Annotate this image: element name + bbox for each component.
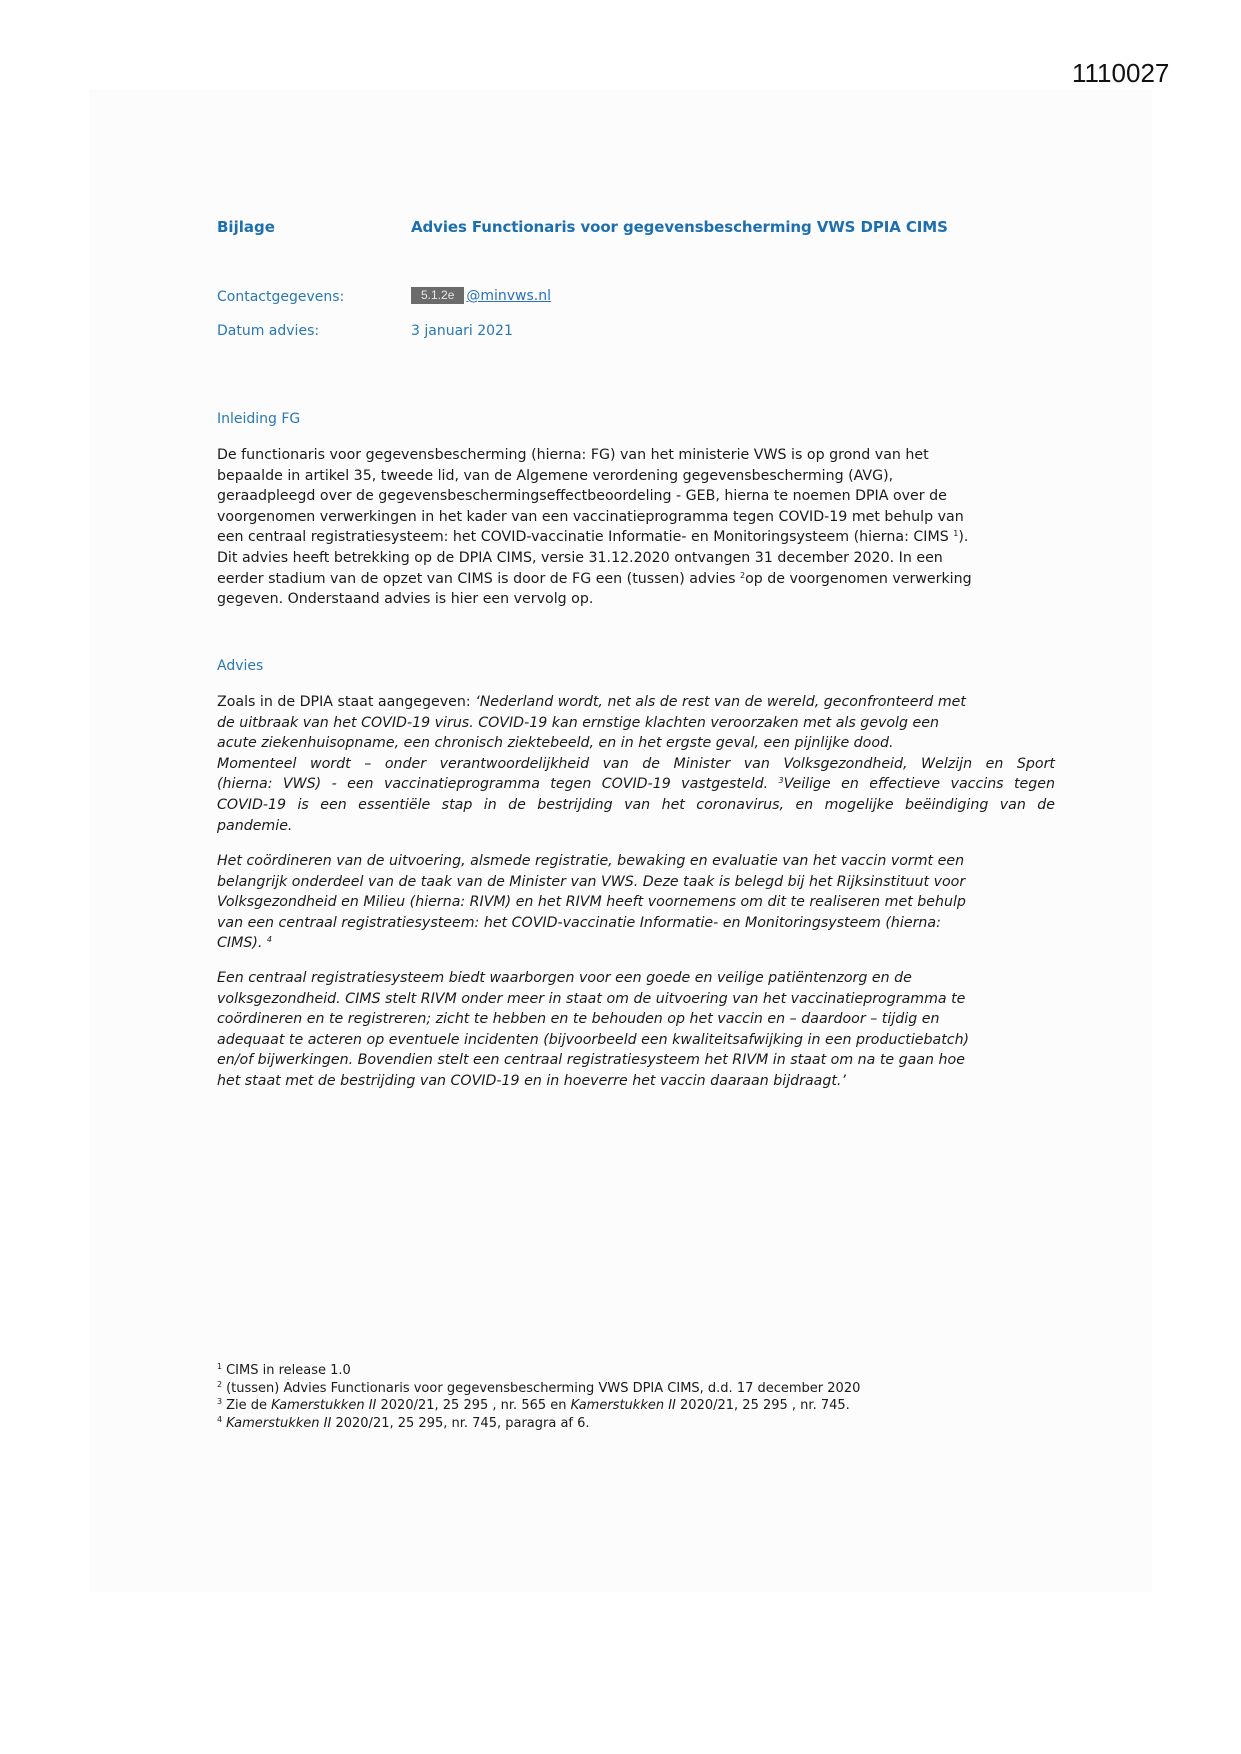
redaction-block: 5.1.2e [411, 287, 464, 304]
text-line: pandemie. [217, 817, 293, 834]
text-span: op de voorgenomen verwerking [745, 570, 972, 587]
text-line: de uitbraak van het COVID-19 virus. COVID-19 kan ernstige klachten veroorzaken met als gevolg een [217, 714, 939, 731]
text-line: voorgenomen verwerkingen in het kader van een vaccinatieprogramma tegen COVID-19 met behulp van [217, 508, 964, 525]
text-line: acute ziekenhuisopname, een chronisch ziektebeeld, en in het ergste geval, een pijnlijke dood. [217, 735, 894, 752]
text-line: van een centraal registratiesysteem: het COVID-vaccinatie Informatie- en Monitoringsysteem (hierna: [217, 914, 941, 931]
text-line [217, 692, 1055, 713]
text-line [217, 569, 1055, 590]
text-line: COVID-19 is een essentiële stap in de bestrijding van het coronavirus, en mogelijke beëindiging van de [217, 796, 1055, 813]
section-title-intro: Inleiding FG [217, 411, 301, 427]
text-line: bepaalde in artikel 35, tweede lid, van de Algemene verordening gegevensbescherming (AVG), [217, 467, 894, 484]
footnote-text: 2020/21, 25 295, nr. 745, paragra af 6. [331, 1415, 590, 1431]
footnote-text: Zie de [226, 1398, 272, 1413]
footnote-ref[interactable]: 1 [953, 529, 959, 539]
text-line: coördineren en te registreren; zicht te hebben en te behouden op het vaccin en – daardoor – tijdig en [217, 1011, 940, 1028]
intro-paragraph [217, 445, 1055, 610]
footnote-number: 1 [217, 1362, 223, 1371]
footnote-3 [217, 1397, 860, 1415]
contact-value [411, 287, 551, 304]
text-span: CIMS). [217, 935, 267, 952]
text-line [217, 527, 1055, 548]
text-line: De functionaris voor gegevensbescherming (hierna: FG) van het ministerie VWS is op grond van het [217, 447, 929, 463]
footnote-1 [217, 1362, 860, 1380]
footnote-ref[interactable]: 4 [266, 935, 272, 945]
footnote-number: 2 [217, 1379, 223, 1389]
footnote-ref[interactable]: 2 [739, 570, 746, 580]
date-value: 3 januari 2021 [411, 323, 513, 339]
text-line [217, 933, 1055, 954]
advies-paragraph-2 [217, 851, 1055, 954]
footnote-number: 3 [217, 1397, 223, 1406]
contact-label: Contactgegevens: [217, 289, 345, 305]
footnote-ref[interactable]: 3 [778, 776, 784, 786]
text-span: (hierna: VWS) - een vaccinatieprogramma tegen COVID-19 vastgesteld. [217, 776, 779, 793]
text-line: geraadpleegd over de gegevensbeschermingseffectbeoordeling - GEB, hierna te noemen DPIA over de [217, 488, 947, 505]
text-line: adequaat te acteren op eventuele incidenten (bijvoorbeeld een kwaliteitsafwijking in een productiebatch) [217, 1031, 970, 1048]
document-number: 1110027 [1072, 58, 1170, 88]
text-line: Dit advies heeft betrekking op de DPIA CIMS, versie 31.12.2020 ontvangen 31 december 2020. In een [217, 549, 943, 566]
text-line: Een centraal registratiesysteem biedt waarborgen voor een goede en veilige patiëntenzorg en de [217, 970, 912, 986]
footnote-citation: Kamerstukken II [570, 1398, 676, 1413]
text-line: Het coördineren van de uitvoering, alsmede registratie, bewaking en evaluatie van het vaccin vormt een [217, 853, 965, 869]
footnote-citation: Kamerstukken II [226, 1415, 332, 1431]
text-line: Volksgezondheid en Milieu (hierna: RIVM) en het RIVM heeft voornemens om dit te realiseren met behulp [217, 894, 966, 911]
footnote-2 [217, 1380, 860, 1398]
footnote-text: (tussen) Advies Functionaris voor gegevensbescherming VWS DPIA CIMS, d.d. 17 december 2020 [226, 1380, 861, 1396]
text-line: Momenteel wordt – onder verantwoordelijkheid van de Minister van Volksgezondheid, Welzijn en Sport [217, 755, 1055, 772]
footnote-4 [217, 1415, 860, 1433]
quote-span: ‘Nederland wordt, net als de rest van de wereld, geconfronteerd met [475, 694, 966, 710]
footnotes [217, 1362, 860, 1432]
footnote-text: 2020/21, 25 295 , nr. 745. [675, 1398, 850, 1413]
text-line: en/of bijwerkingen. Bovendien stelt een centraal registratiesysteem het RIVM in staat om na te gaan hoe [217, 1052, 965, 1069]
text-line: gegeven. Onderstaand advies is hier een vervolg op. [217, 591, 594, 608]
document-title: Advies Functionaris voor gegevensbescherming VWS DPIA CIMS [411, 218, 948, 236]
footnote-citation: Kamerstukken II [271, 1398, 377, 1413]
text-line: belangrijk onderdeel van de taak van de Minister van VWS. Deze taak is belegd bij het Rijksinstituut voor [217, 873, 966, 890]
footnote-number: 4 [217, 1414, 223, 1424]
header-label: Bijlage [217, 218, 275, 236]
text-line: volksgezondheid. CIMS stelt RIVM onder meer in staat om de uitvoering van het vaccinatieprogramma te [217, 990, 966, 1007]
text-line: het staat met de bestrijding van COVID-19 en in hoeverre het vaccin daaraan bijdraagt.’ [217, 1072, 846, 1089]
text-span: een centraal registratiesysteem: het COVID-vaccinatie Informatie- en Monitoringsysteem (hierna: CIMS [217, 529, 954, 546]
text-span: Veilige en effectieve vaccins tegen [783, 776, 1055, 793]
footnote-text: 2020/21, 25 295 , nr. 565 en [376, 1398, 571, 1413]
section-title-advies: Advies [217, 658, 264, 674]
text-line [217, 774, 1055, 795]
advies-paragraph-1 [217, 692, 1055, 836]
text-span: ). [958, 529, 969, 546]
footnote-text: CIMS in release 1.0 [226, 1363, 351, 1378]
text-span: Zoals in de DPIA staat aangegeven: [217, 694, 476, 710]
contact-email-link[interactable]: @minvws.nl [466, 288, 552, 304]
text-span: eerder stadium van de opzet van CIMS is door de FG een (tussen) advies [217, 570, 740, 587]
date-label: Datum advies: [217, 323, 320, 339]
advies-paragraph-3 [217, 968, 1055, 1092]
